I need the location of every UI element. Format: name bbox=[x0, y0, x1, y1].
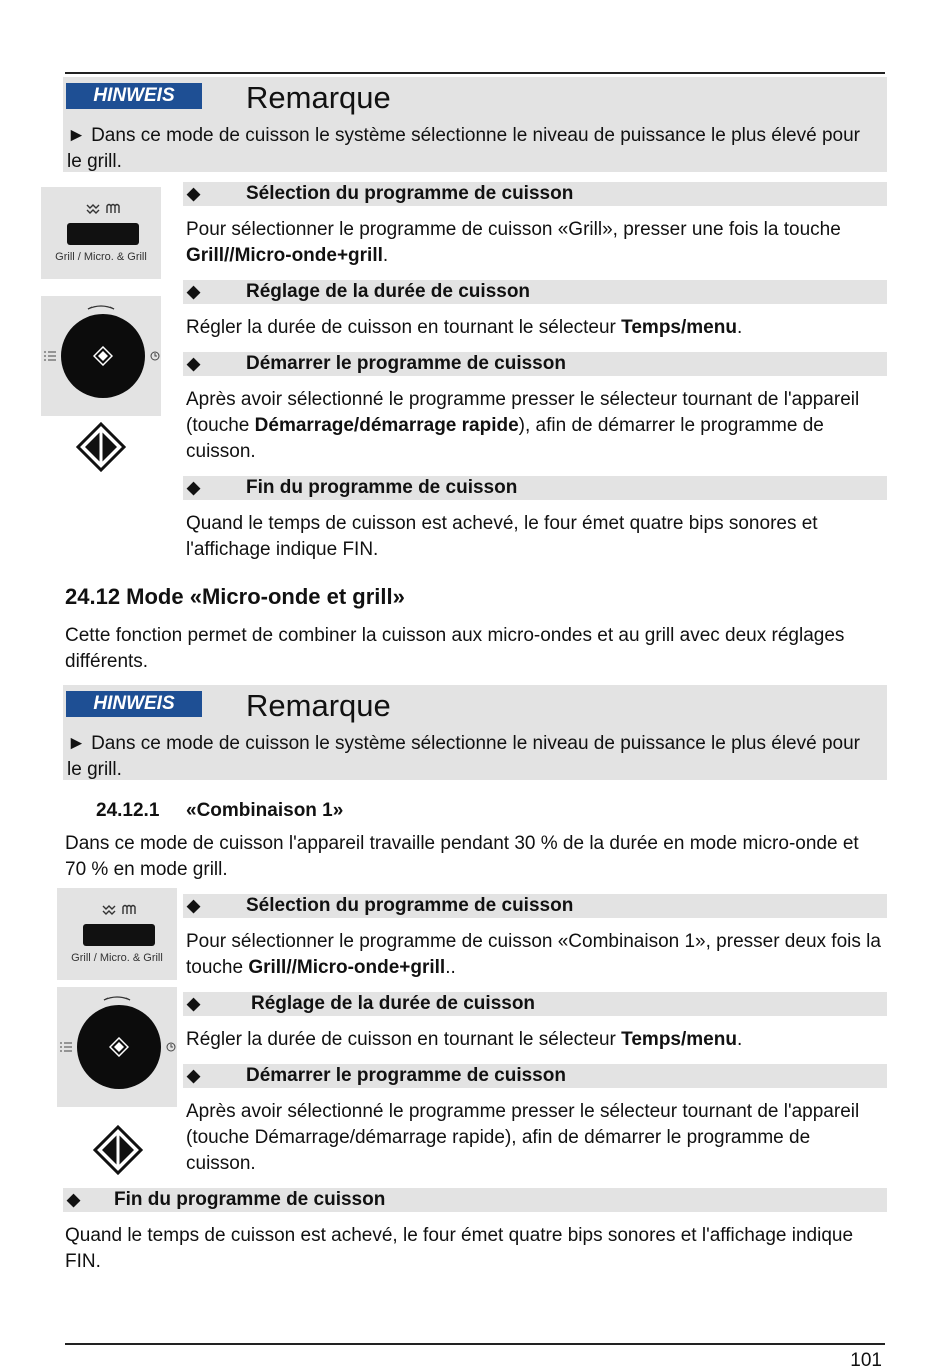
step-bar bbox=[183, 1064, 887, 1088]
step-text: Quand le temps de cuisson est achevé, le four émet quatre bips sonores et l'affichage indique FIN. bbox=[186, 513, 818, 560]
step-title: Réglage de la durée de cuisson bbox=[251, 993, 536, 1014]
grill-button bbox=[67, 223, 139, 245]
diamond-bullet-icon: ◆ bbox=[187, 896, 201, 915]
step-bar bbox=[183, 352, 887, 376]
step-bar bbox=[183, 992, 887, 1016]
diamond-bullet-icon: ◆ bbox=[187, 1066, 201, 1085]
start-symbol-icon bbox=[76, 422, 126, 472]
diamond-bullet-icon: ◆ bbox=[187, 354, 201, 373]
step-title: Sélection du programme de cuisson bbox=[246, 895, 574, 916]
hinweis-badge: HINWEIS bbox=[66, 691, 202, 717]
top-rule bbox=[65, 72, 885, 74]
step-text: Régler la durée de cuisson en tournant le sélecteur Temps/menu. bbox=[186, 1029, 743, 1050]
microwave-grill-icon bbox=[101, 903, 141, 917]
note-box bbox=[63, 77, 887, 172]
note-title: Remarque bbox=[246, 688, 391, 723]
step-bar bbox=[183, 476, 887, 500]
step-text: Pour sélectionner le programme de cuisson «Combinaison 1», presser deux fois la touche Grill//Micro-onde+grill.. bbox=[186, 931, 881, 978]
button-caption: Grill / Micro. & Grill bbox=[71, 952, 163, 964]
step-title: Démarrer le programme de cuisson bbox=[246, 353, 566, 374]
section-heading: 24.12 Mode «Micro-onde et grill» bbox=[65, 584, 405, 609]
step-title: Réglage de la durée de cuisson bbox=[246, 281, 531, 302]
list-icon bbox=[60, 1042, 72, 1052]
start-diamond-icon bbox=[109, 1037, 129, 1057]
bottom-rule bbox=[65, 1343, 885, 1345]
time-menu-knob bbox=[61, 314, 145, 398]
step-text: Pour sélectionner le programme de cuisson «Grill», presser une fois la touche Grill//Micro-onde+grill. bbox=[186, 219, 841, 266]
note-box bbox=[63, 685, 887, 780]
step-text: Après avoir sélectionné le programme presser le sélecteur tournant de l'appareil (touche Démarrage/démarrage rapide), afin de démarrer le programme de cuisson. bbox=[186, 389, 860, 462]
step-text: Régler la durée de cuisson en tournant le sélecteur Temps/menu. bbox=[186, 317, 743, 338]
step-title: Démarrer le programme de cuisson bbox=[246, 1065, 566, 1086]
page-number: 101 bbox=[850, 1350, 882, 1371]
diamond-bullet-icon: ◆ bbox=[187, 282, 201, 301]
step-title: Fin du programme de cuisson bbox=[246, 477, 518, 498]
start-diamond-icon bbox=[93, 346, 113, 366]
step-text: Quand le temps de cuisson est achevé, le four émet quatre bips sonores et l'affichage indique FIN. bbox=[65, 1225, 854, 1272]
step-text: Après avoir sélectionné le programme presser le sélecteur tournant de l'appareil (touche Démarrage/démarrage rapide), afin de démarrer le programme de cuisson. bbox=[186, 1101, 860, 1174]
knob-image bbox=[57, 987, 177, 1107]
microwave-grill-icon bbox=[85, 202, 125, 216]
time-menu-knob bbox=[77, 1005, 161, 1089]
note-title: Remarque bbox=[246, 80, 391, 115]
step-bar bbox=[183, 280, 887, 304]
note-text: ► Dans ce mode de cuisson le système sélectionne le niveau de puissance le plus élevé pour le grill. bbox=[67, 733, 860, 780]
step-title: Fin du programme de cuisson bbox=[114, 1189, 386, 1210]
subsection-intro: Dans ce mode de cuisson l'appareil travaille pendant 30 % de la durée en mode micro-onde et 70 % en mode grill. bbox=[65, 833, 859, 880]
subsection-number: 24.12.1 bbox=[96, 800, 160, 821]
rotate-arrows-icon bbox=[85, 304, 117, 312]
step-bar bbox=[183, 894, 887, 918]
clock-icon bbox=[166, 1042, 176, 1052]
diamond-bullet-icon: ◆ bbox=[187, 994, 201, 1013]
diamond-bullet-icon: ◆ bbox=[187, 184, 201, 203]
diamond-bullet-icon: ◆ bbox=[187, 478, 201, 497]
section-intro: Cette fonction permet de combiner la cuisson aux micro-ondes et au grill avec deux réglages différents. bbox=[65, 625, 845, 672]
hinweis-badge: HINWEIS bbox=[66, 83, 202, 109]
diamond-bullet-icon: ◆ bbox=[67, 1190, 81, 1209]
grill-button-image bbox=[41, 187, 161, 279]
step-title: Sélection du programme de cuisson bbox=[246, 183, 574, 204]
button-caption: Grill / Micro. & Grill bbox=[55, 251, 147, 263]
start-symbol-icon bbox=[93, 1125, 143, 1175]
grill-button-image bbox=[57, 888, 177, 980]
knob-image bbox=[41, 296, 161, 416]
grill-button bbox=[83, 924, 155, 946]
rotate-arrows-icon bbox=[101, 995, 133, 1003]
list-icon bbox=[44, 351, 56, 361]
step-bar bbox=[183, 182, 887, 206]
note-text: ► Dans ce mode de cuisson le système sélectionne le niveau de puissance le plus élevé pour le grill. bbox=[67, 125, 860, 172]
step-bar bbox=[63, 1188, 887, 1212]
subsection-title: «Combinaison 1» bbox=[186, 800, 344, 821]
clock-icon bbox=[150, 351, 160, 361]
